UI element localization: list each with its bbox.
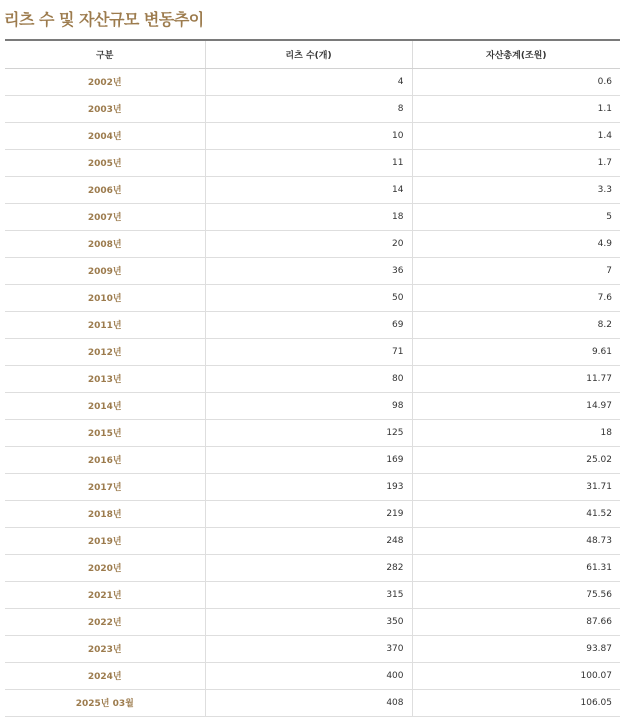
- cell-total-assets: 75.56: [412, 581, 620, 608]
- cell-period: 2010년: [5, 284, 205, 311]
- cell-period: 2015년: [5, 419, 205, 446]
- cell-period: 2025년 03월: [5, 689, 205, 716]
- cell-period: 2013년: [5, 365, 205, 392]
- cell-total-assets: 9.61: [412, 338, 620, 365]
- table-row: [5, 338, 620, 365]
- column-header-reits-count: 리츠 수(개): [205, 40, 412, 68]
- column-header-period: 구분: [5, 40, 205, 68]
- table-row: [5, 365, 620, 392]
- cell-total-assets: 25.02: [412, 446, 620, 473]
- cell-reits-count: 400: [205, 662, 412, 689]
- reits-table-container: [5, 39, 620, 717]
- cell-reits-count: 219: [205, 500, 412, 527]
- cell-reits-count: 408: [205, 689, 412, 716]
- cell-total-assets: 87.66: [412, 608, 620, 635]
- table-row: [5, 473, 620, 500]
- table-row: [5, 689, 620, 716]
- cell-total-assets: 1.7: [412, 149, 620, 176]
- cell-reits-count: 11: [205, 149, 412, 176]
- table-row: [5, 230, 620, 257]
- table-row: [5, 446, 620, 473]
- cell-reits-count: 80: [205, 365, 412, 392]
- table-row: [5, 608, 620, 635]
- table-row: [5, 554, 620, 581]
- cell-total-assets: 3.3: [412, 176, 620, 203]
- table-row: [5, 203, 620, 230]
- cell-reits-count: 69: [205, 311, 412, 338]
- cell-total-assets: 100.07: [412, 662, 620, 689]
- table-row: [5, 122, 620, 149]
- cell-period: 2017년: [5, 473, 205, 500]
- table-row: [5, 635, 620, 662]
- cell-period: 2018년: [5, 500, 205, 527]
- cell-period: 2006년: [5, 176, 205, 203]
- table-row: [5, 257, 620, 284]
- table-row: [5, 95, 620, 122]
- table-row: [5, 662, 620, 689]
- cell-total-assets: 7.6: [412, 284, 620, 311]
- table-row: [5, 149, 620, 176]
- cell-reits-count: 36: [205, 257, 412, 284]
- cell-period: 2014년: [5, 392, 205, 419]
- table-row: [5, 176, 620, 203]
- cell-period: 2020년: [5, 554, 205, 581]
- cell-total-assets: 61.31: [412, 554, 620, 581]
- cell-reits-count: 50: [205, 284, 412, 311]
- cell-reits-count: 350: [205, 608, 412, 635]
- cell-total-assets: 14.97: [412, 392, 620, 419]
- cell-reits-count: 370: [205, 635, 412, 662]
- table-row: [5, 500, 620, 527]
- cell-reits-count: 125: [205, 419, 412, 446]
- cell-reits-count: 18: [205, 203, 412, 230]
- cell-period: 2019년: [5, 527, 205, 554]
- cell-total-assets: 48.73: [412, 527, 620, 554]
- cell-period: 2011년: [5, 311, 205, 338]
- cell-period: 2009년: [5, 257, 205, 284]
- table-row: [5, 527, 620, 554]
- table-row: [5, 419, 620, 446]
- cell-total-assets: 5: [412, 203, 620, 230]
- cell-period: 2012년: [5, 338, 205, 365]
- cell-reits-count: 282: [205, 554, 412, 581]
- cell-total-assets: 4.9: [412, 230, 620, 257]
- table-body: [5, 68, 620, 716]
- table-header: [5, 40, 620, 68]
- reits-table: [5, 39, 620, 717]
- column-header-total-assets: 자산총계(조원): [412, 40, 620, 68]
- cell-total-assets: 0.6: [412, 68, 620, 95]
- table-header-row: [5, 40, 620, 68]
- cell-reits-count: 8: [205, 95, 412, 122]
- cell-period: 2023년: [5, 635, 205, 662]
- table-row: [5, 311, 620, 338]
- cell-period: 2024년: [5, 662, 205, 689]
- cell-total-assets: 18: [412, 419, 620, 446]
- cell-period: 2008년: [5, 230, 205, 257]
- cell-period: 2007년: [5, 203, 205, 230]
- table-row: [5, 392, 620, 419]
- cell-reits-count: 98: [205, 392, 412, 419]
- cell-period: 2016년: [5, 446, 205, 473]
- cell-period: 2002년: [5, 68, 205, 95]
- cell-total-assets: 1.1: [412, 95, 620, 122]
- page-title: 리츠 수 및 자산규모 변동추이: [4, 10, 204, 29]
- cell-period: 2021년: [5, 581, 205, 608]
- cell-reits-count: 71: [205, 338, 412, 365]
- cell-period: 2004년: [5, 122, 205, 149]
- cell-reits-count: 10: [205, 122, 412, 149]
- cell-total-assets: 8.2: [412, 311, 620, 338]
- cell-reits-count: 169: [205, 446, 412, 473]
- table-row: [5, 68, 620, 95]
- cell-total-assets: 106.05: [412, 689, 620, 716]
- cell-total-assets: 93.87: [412, 635, 620, 662]
- cell-reits-count: 248: [205, 527, 412, 554]
- cell-total-assets: 11.77: [412, 365, 620, 392]
- cell-reits-count: 4: [205, 68, 412, 95]
- cell-period: 2003년: [5, 95, 205, 122]
- cell-reits-count: 14: [205, 176, 412, 203]
- cell-reits-count: 20: [205, 230, 412, 257]
- cell-total-assets: 7: [412, 257, 620, 284]
- cell-reits-count: 193: [205, 473, 412, 500]
- cell-total-assets: 41.52: [412, 500, 620, 527]
- cell-reits-count: 315: [205, 581, 412, 608]
- cell-total-assets: 31.71: [412, 473, 620, 500]
- table-row: [5, 284, 620, 311]
- cell-total-assets: 1.4: [412, 122, 620, 149]
- cell-period: 2005년: [5, 149, 205, 176]
- cell-period: 2022년: [5, 608, 205, 635]
- table-row: [5, 581, 620, 608]
